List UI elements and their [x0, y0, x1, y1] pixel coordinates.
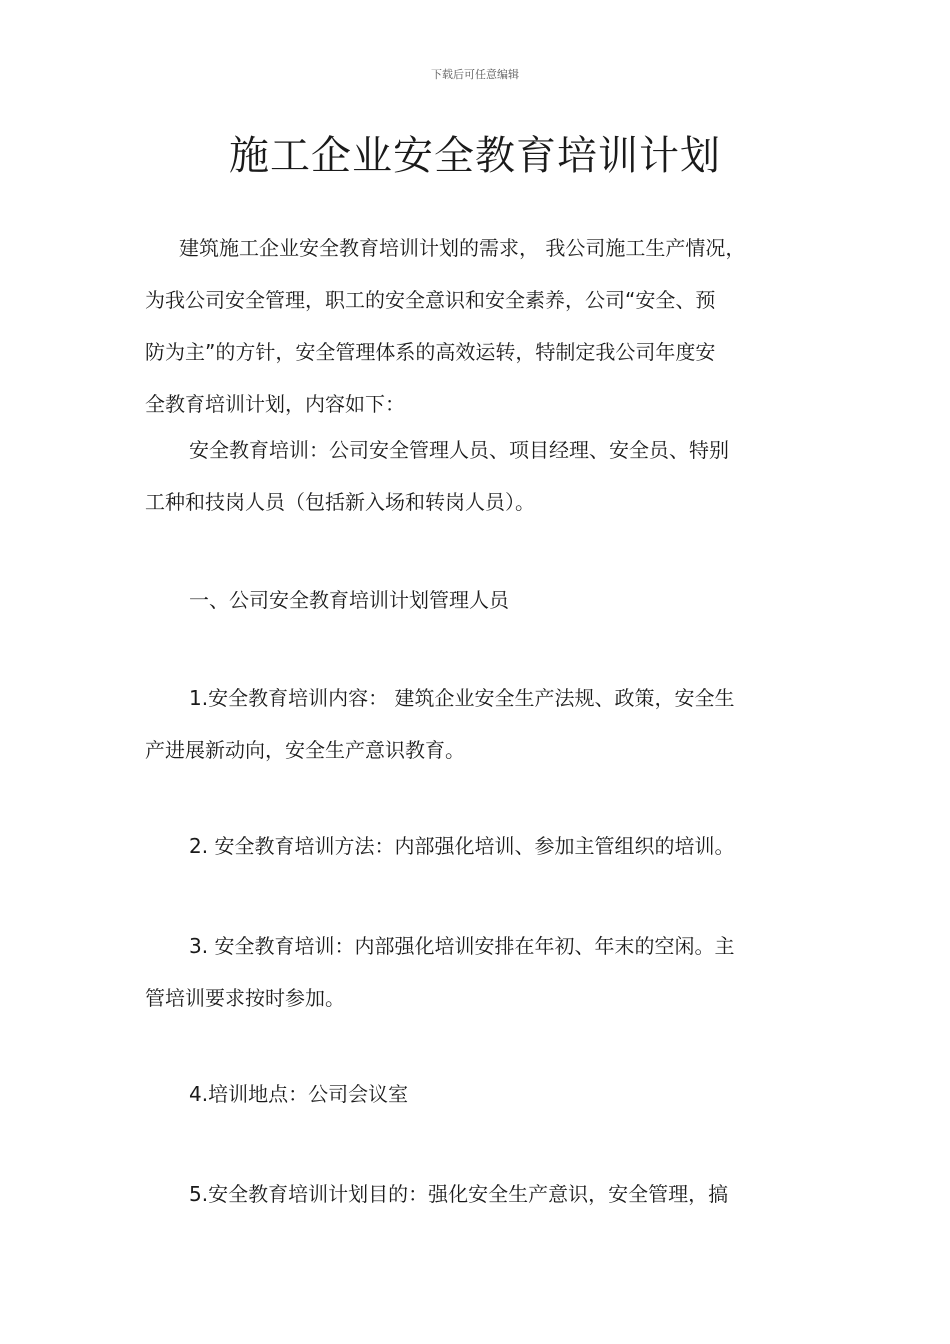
text-line: 一、公司安全教育培训计划管理人员	[189, 588, 509, 612]
text-line: 安全教育培训：公司安全管理人员、项目经理、安全员、特别	[189, 438, 729, 462]
text-line: 管培训要求按时参加。	[145, 986, 345, 1010]
document-title: 施工企业安全教育培训计划	[229, 133, 721, 179]
text-line: 防为主”的方针，安全管理体系的高效运转，特制定我公司年度安	[145, 340, 716, 364]
section-heading	[145, 574, 809, 626]
text-line: 4.培训地点：公司会议室	[189, 1082, 409, 1106]
text-line: 2. 安全教育培训方法：内部强化培训、参加主管组织的培训。	[189, 834, 735, 858]
text-line: 1.安全教育培训内容： 建筑企业安全生产法规、政策，安全生	[189, 686, 735, 710]
text-line: 建筑施工企业安全教育培训计划的需求， 我公司施工生产情况，	[179, 236, 746, 260]
page-header: 下载后可任意编辑	[431, 68, 519, 81]
intro-paragraph	[145, 222, 809, 430]
text-line: 工种和技岗人员（包括新入场和转岗人员）。	[145, 490, 535, 514]
text-line: 全教育培训计划，内容如下：	[145, 392, 405, 416]
text-line: 3. 安全教育培训：内部强化培训安排在年初、年末的空闲。主	[189, 934, 735, 958]
list-item-2	[145, 820, 809, 872]
list-item-1	[145, 672, 809, 776]
text-line: 5.安全教育培训计划目的：强化安全生产意识，安全管理，搞	[189, 1182, 729, 1206]
scope-paragraph	[145, 424, 809, 528]
list-item-4	[145, 1068, 809, 1120]
list-item-5	[145, 1168, 809, 1220]
text-line: 为我公司安全管理，职工的安全意识和安全素养，公司“安全、预	[145, 288, 716, 312]
list-item-3	[145, 920, 809, 1024]
text-line: 产进展新动向，安全生产意识教育。	[145, 738, 465, 762]
